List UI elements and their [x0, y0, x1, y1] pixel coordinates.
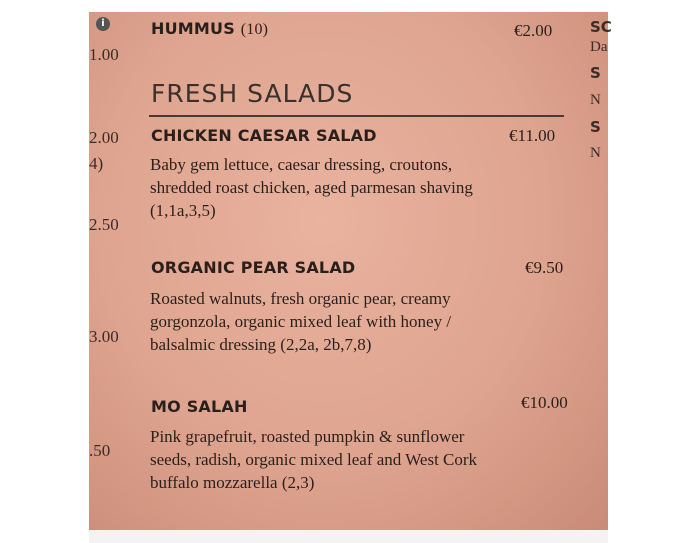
menu-photo — [89, 12, 612, 530]
desc-line: seeds, radish, organic mixed leaf and West Cork — [150, 450, 478, 469]
section-divider — [149, 115, 564, 117]
right-edge-text: N — [590, 92, 601, 108]
right-edge-text: SC — [590, 18, 612, 36]
right-edge-text: N — [590, 145, 601, 161]
left-edge-price: .50 — [89, 441, 111, 460]
info-icon[interactable]: i — [96, 17, 110, 31]
left-edge-price: 1.00 — [89, 45, 119, 64]
item-name-organic-pear: ORGANIC PEAR SALAD — [151, 258, 356, 277]
item-name-chicken-caesar: CHICKEN CAESAR SALAD — [151, 126, 377, 145]
item-price-organic-pear: €9.50 — [525, 258, 564, 277]
desc-line: shredded roast chicken, aged parmesan shaving — [150, 178, 473, 197]
hummus-price: €2.00 — [514, 21, 553, 40]
desc-line: Roasted walnuts, fresh organic pear, creamy — [150, 289, 451, 308]
section-title: FRESH SALADS — [151, 79, 354, 108]
left-edge-price: 4) — [89, 154, 104, 173]
hummus-name — [151, 19, 268, 39]
desc-line: Baby gem lettuce, caesar dressing, croutons, — [150, 155, 453, 174]
left-edge-price: 2.00 — [89, 128, 119, 147]
hummus-qty: (10) — [240, 21, 269, 38]
left-edge-price: 2.50 — [89, 215, 119, 234]
desc-line: balsalmic dressing (2,2a, 2b,7,8) — [150, 335, 372, 354]
desc-line: Pink grapefruit, roasted pumpkin & sunflower — [150, 427, 465, 446]
right-edge-text: S — [590, 118, 601, 136]
item-price-chicken-caesar: €11.00 — [509, 126, 556, 145]
desc-line: (1,1a,3,5) — [150, 201, 216, 220]
desc-line: gorgonzola, organic mixed leaf with honey / — [150, 312, 452, 331]
right-edge-text: Da — [590, 39, 608, 55]
item-desc-organic-pear — [150, 287, 451, 356]
hummus-label: HUMMUS — [151, 19, 235, 38]
left-edge-price: 3.00 — [89, 327, 119, 346]
item-name-mo-salah: MO SALAH — [151, 397, 248, 416]
item-desc-mo-salah — [150, 425, 477, 494]
item-price-mo-salah: €10.00 — [521, 393, 568, 412]
right-edge-text: S — [590, 64, 601, 82]
desc-line: buffalo mozzarella (2,3) — [150, 473, 315, 492]
item-desc-chicken-caesar — [150, 153, 473, 222]
bottom-strip — [89, 530, 608, 543]
